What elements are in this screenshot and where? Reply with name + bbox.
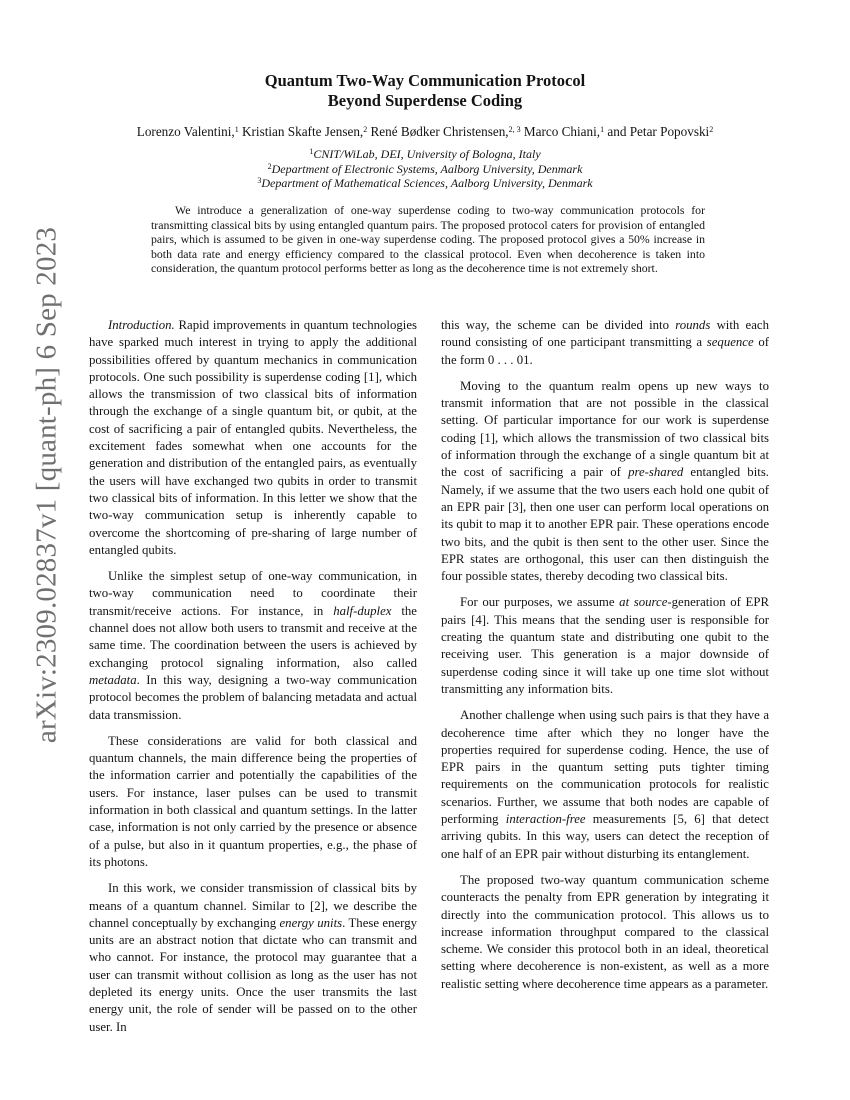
section-heading-introduction: Introduction.: [108, 318, 175, 332]
author-affiliation-mark: 1: [234, 125, 239, 134]
affiliation: [0, 147, 850, 162]
left-column: [89, 317, 417, 1045]
body-paragraph: [89, 568, 417, 724]
paragraph-text: this way, the scheme can be divided into: [441, 318, 676, 332]
arxiv-sidebar-stamp: [22, 226, 72, 744]
affiliation: [0, 162, 850, 177]
paragraph-text: -generation of EPR pairs [4]. This means that the sending user is responsible for creating the quantum state and distributing one qubit to the receiving user. This generation is a major downside of superdense coding since it will take up one time slot without transmitting any information bits.: [441, 595, 770, 696]
paragraph-text: the channel does not allow both users to transmit and receive at the same time. The coordination between the users is achieved by exchanging protocol signaling information, also called: [89, 603, 417, 670]
body-paragraph: [441, 317, 769, 369]
emphasis-term: pre-shared: [628, 465, 684, 480]
body-paragraph: [441, 378, 769, 586]
author-name: and Petar Popovski: [604, 124, 710, 139]
body-paragraph: The proposed two-way quantum communication scheme counteracts the penalty from EPR generation by integrating it directly into the communication protocol. This allows us to increase information throughput compared to the classical scheme. We consider this protocol both in an ideal, theoretical setting where decoherence is non-existent, as well as a more realistic setting where decoherence time appears as a parameter.: [441, 872, 769, 991]
affiliation-text: Department of Electronic Systems, Aalborg University, Denmark: [271, 161, 583, 176]
author-name: Lorenzo Valentini,: [136, 124, 235, 139]
affiliation: [0, 176, 850, 191]
emphasis-term: interaction-free: [505, 812, 586, 827]
affiliation-list: [0, 147, 850, 191]
author-name: Marco Chiani,: [520, 124, 601, 139]
paragraph-text: entangled bits. Namely, if we assume that the two users each hold one qubit of an EPR pair [3], then one user can perform local operations on its qubit to map it to another EPR pair. These operations encode two bits, and the qubit is then sent to the other user. Since the EPR states are orthogonal, this user can then distinguish the four possible states, thereby decoding two classical bits.: [441, 465, 769, 584]
emphasis-term: metadata: [89, 672, 137, 687]
author-affiliation-mark: 2: [709, 125, 714, 134]
author-affiliation-mark: 2: [363, 125, 368, 134]
paragraph-text: measurements [5, 6] that detect arriving qubits. In this way, users can detect the reception of one half of an EPR pair without disturbing its entanglement.: [441, 812, 769, 861]
body-paragraph: [441, 707, 769, 863]
affiliation-mark: 1: [309, 147, 314, 156]
paragraph-text: Another challenge when using such pairs is that they have a decoherence time after which they no longer have the properties required for superdense coding. Hence, the use of EPR pairs in the quantum setting puts tighter timing requirements on the communication protocols for realistic scenarios. Further, we assume that both nodes are capable of performing: [441, 708, 769, 827]
arxiv-identifier: arXiv:2309.02837v1 [quant-ph] 6 Sep 2023: [30, 226, 63, 744]
body-paragraph: [89, 880, 417, 1036]
emphasis-term: energy units: [279, 915, 343, 930]
emphasis-term: sequence: [706, 335, 754, 350]
title-line-1: Quantum Two-Way Communication Protocol: [264, 71, 586, 90]
title-line-2: Beyond Superdense Coding: [327, 91, 523, 110]
emphasis-term: half-duplex: [333, 603, 392, 618]
paragraph-text: of the form 0 . . . 01.: [441, 335, 769, 367]
author-list: [0, 124, 850, 140]
paragraph-text: Rapid improvements in quantum technologies have sparked much interest in trying to apply the additional possibilities offered by quantum mechanics in communication protocols. One such possibility is superdense coding [1], which allows the transmission of two classical bits of information through the exchange of a single quantum bit, or qubit, at the cost of sacrificing a pair of entangled qubits. Nevertheless, the excitement fades somewhat when one accounts for the generation and distribution of the entangled pairs, as eventually the users will have exchanged two qubits in order to transmit two classical bits of information. In this letter we show that the two-way communication setup is inherently capable to overcome the shortcoming of pre-sharing of large number of entangled qubits.: [89, 318, 417, 557]
paragraph-text: Moving to the quantum realm opens up new ways to transmit information that are not possible in the classical setting. Of particular importance for our work is superdense coding [1], which allows the transmission of two classical bits of information through the exchange of a single quantum bit at the cost of sacrificing a pair of: [441, 378, 769, 480]
author-affiliation-mark: 1: [600, 125, 605, 134]
author-name: René Bødker Christensen,: [367, 124, 509, 139]
affiliation-mark: 2: [267, 161, 272, 171]
affiliation-mark: 3: [257, 176, 262, 186]
author-name: Kristian Skafte Jensen,: [238, 124, 364, 139]
paragraph-text: In this work, we consider transmission of classical bits by means of a quantum channel. Similar to [2], we describe the channel conceptually by exchanging: [89, 881, 417, 930]
affiliation-text: CNIT/WiLab, DEI, University of Bologna, Italy: [313, 147, 541, 161]
body-paragraph: These considerations are valid for both classical and quantum channels, the main difference being the properties of the information carrier and potentially the capabilities of the users. For instance, laser pulses can be used to transmit information in both classical and quantum settings. In the latter case, information is not only carried by the presence or absence of a pulse, but also in it quantum properties, e.g., the phase of its photons.: [89, 733, 417, 869]
paragraph-text: . In this way, designing a two-way communication protocol becomes the problem of balancing metadata and actual data transmission.: [89, 672, 417, 722]
author-affiliation-mark: 2, 3: [508, 125, 521, 134]
emphasis-term: at source: [619, 595, 668, 610]
body-paragraph: [441, 594, 769, 698]
right-column: [441, 317, 769, 1002]
abstract: We introduce a generalization of one-way superdense coding to two-way communication protocols for transmitting classical bits by using entangled quantum pairs. The proposed protocol caters for provision of entangled pairs, which is assumed to be given in one-way superdense coding. The proposed protocol gives a 50% increase in both data rate and energy efficiency compared to the classical protocol. Even when decoherence is taken into consideration, the quantum protocol performs better as long as the decoherence time is not extremely short.: [151, 203, 705, 276]
paragraph-text: with each round consisting of one participant transmitting a: [441, 318, 769, 350]
emphasis-term: rounds: [675, 318, 711, 332]
paragraph-text: For our purposes, we assume: [460, 595, 620, 610]
body-paragraph: [89, 317, 417, 559]
paragraph-text: Unlike the simplest setup of one-way communication, in two-way communication need to coordinate their transmit/receive actions. For instance, in: [89, 569, 417, 618]
affiliation-text: Department of Mathematical Sciences, Aalborg University, Denmark: [261, 176, 593, 191]
paper-title: [0, 71, 850, 111]
paragraph-text: . These energy units are an abstract notion that dictate who can transmit and who cannot. For instance, the protocol may guarantee that a user can transmit without collision as long as the user has not depleted its energy units. Once the user transmits the last energy unit, the role of sender will be passed on to the other user. In: [89, 915, 418, 1034]
